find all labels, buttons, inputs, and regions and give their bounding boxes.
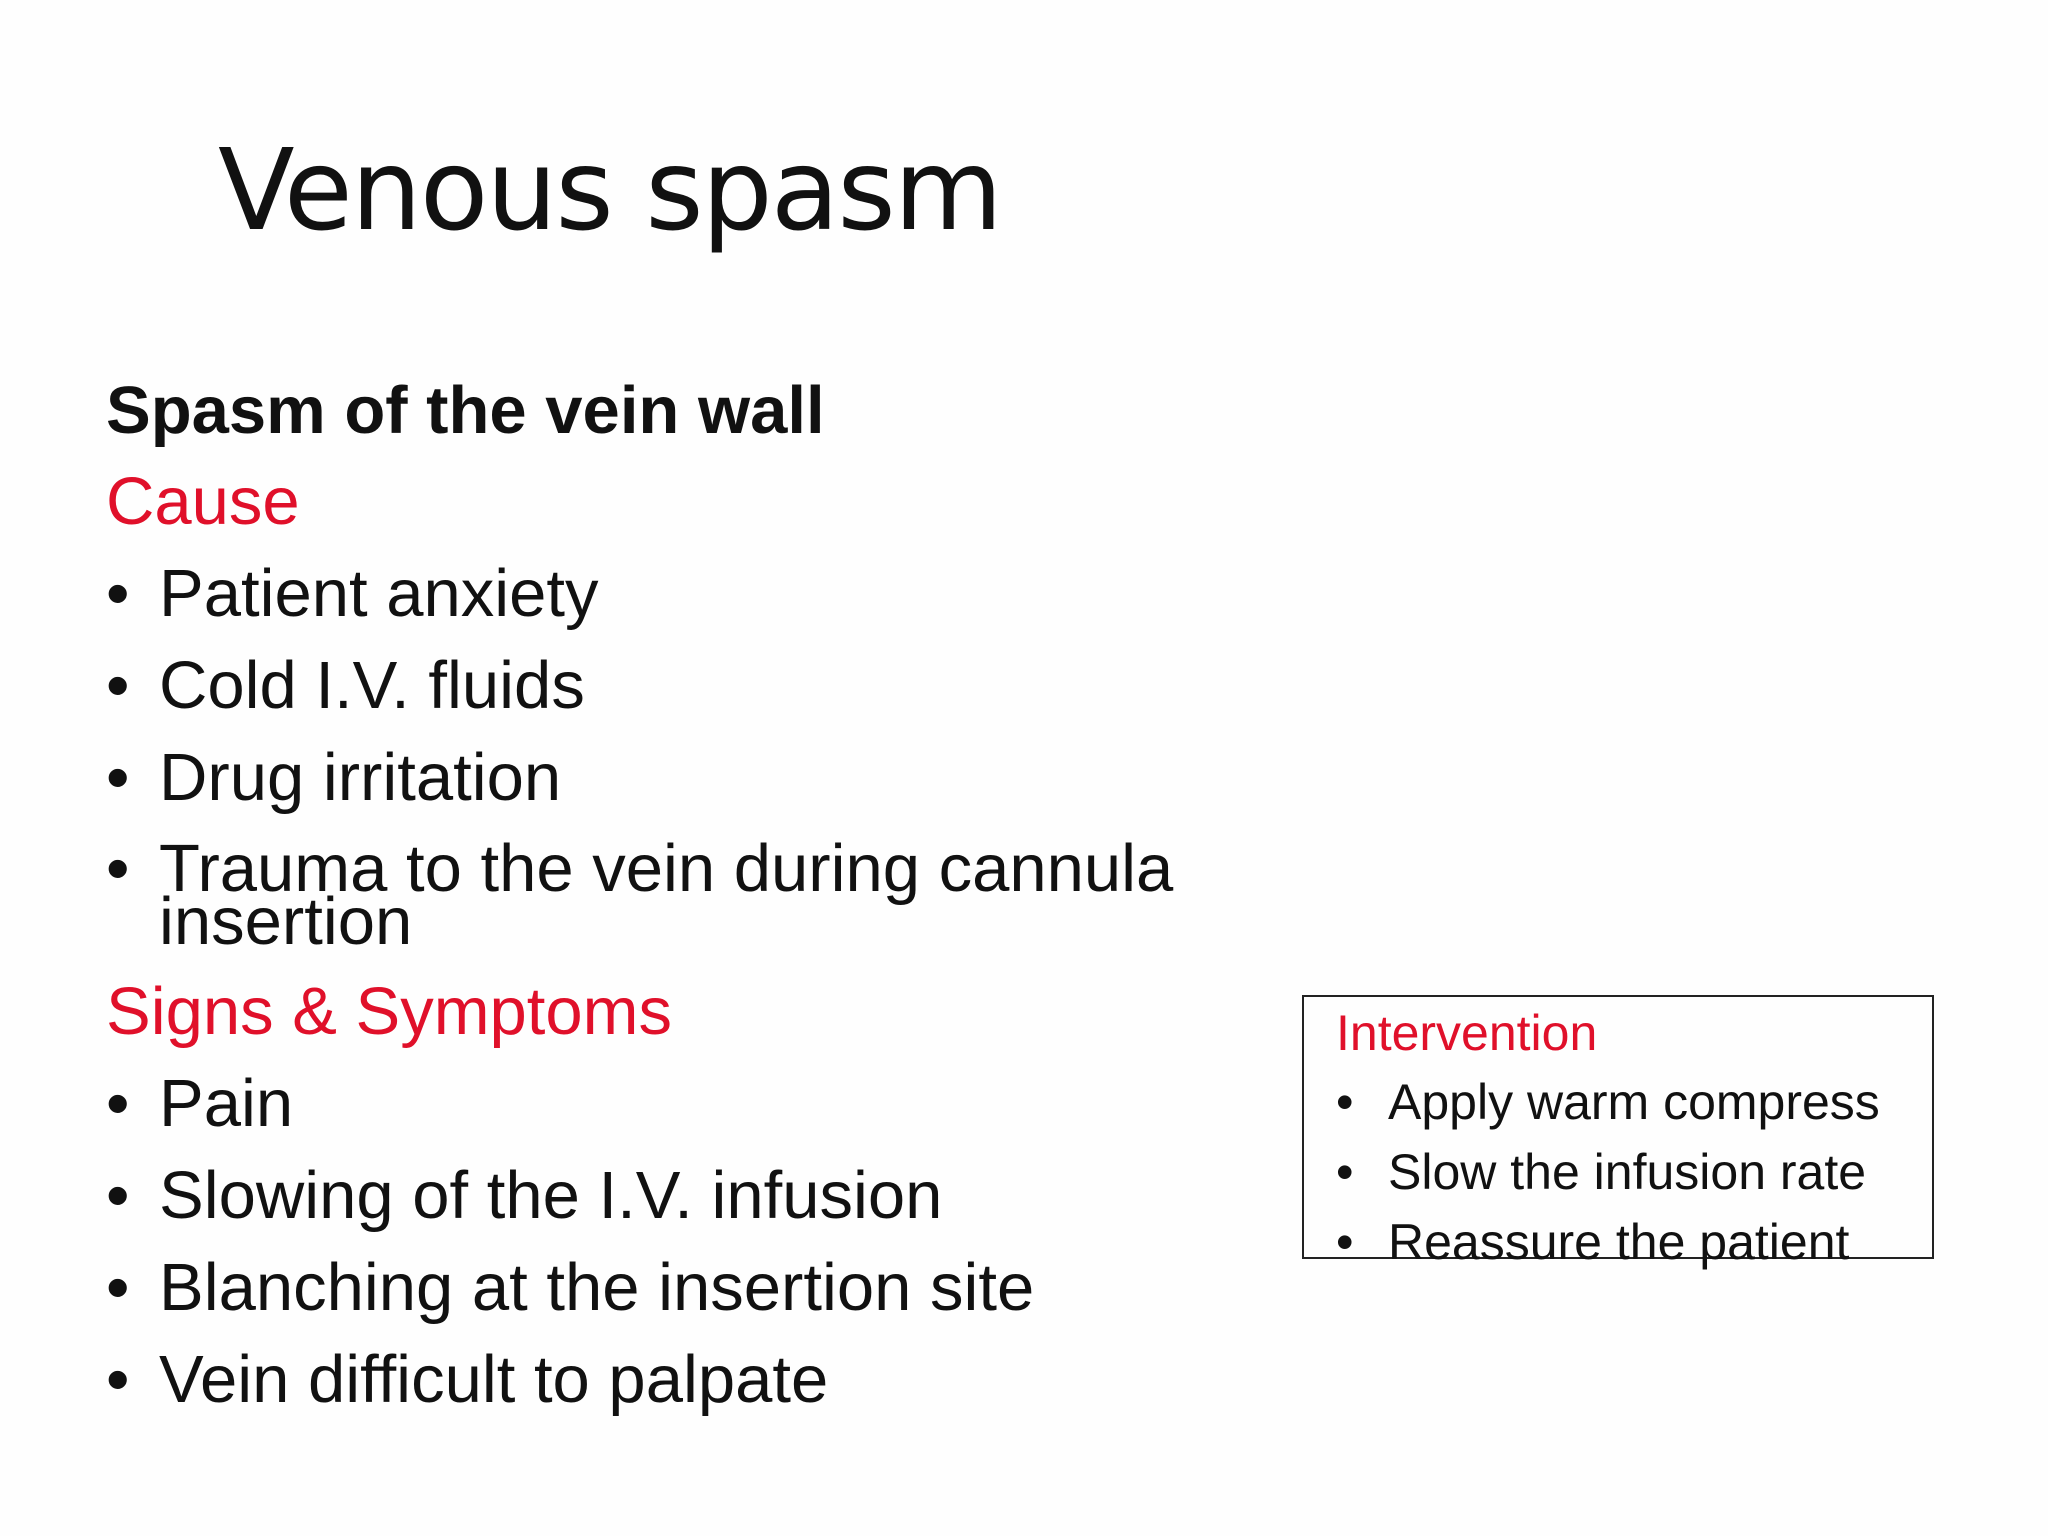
list-item (106, 824, 1309, 966)
intervention-heading: Intervention (1336, 1005, 1598, 1061)
list-item-text: Slowing of the I.V. infusion (159, 1158, 943, 1233)
list-item-text: Trauma to the vein during cannula insertion (159, 831, 1174, 959)
list-item (106, 1242, 1286, 1334)
slide-body (106, 366, 1286, 1426)
bullet-icon: • (106, 648, 130, 723)
list-item-text: Slow the infusion rate (1388, 1144, 1867, 1200)
list-item-text: Apply warm compress (1388, 1074, 1880, 1130)
cause-list (106, 548, 1286, 966)
bullet-icon: • (106, 740, 130, 815)
list-item (106, 1058, 1286, 1150)
list-item (1336, 1137, 1880, 1207)
cause-heading: Cause (106, 464, 300, 539)
bullet-icon: • (106, 831, 130, 906)
list-item-text: Cold I.V. fluids (159, 648, 585, 723)
intervention-list (1336, 1067, 1880, 1277)
bullet-icon: • (106, 1066, 130, 1141)
list-item (106, 548, 1286, 640)
list-item (106, 1150, 1286, 1242)
list-item (1336, 1207, 1880, 1277)
list-item-text: Vein difficult to palpate (159, 1342, 829, 1417)
bullet-icon: • (106, 1250, 130, 1325)
list-item-text: Blanching at the insertion site (159, 1250, 1035, 1325)
list-item-text: Reassure the patient (1388, 1214, 1850, 1270)
bullet-icon: • (1336, 1214, 1354, 1270)
list-item-text: Patient anxiety (159, 556, 599, 631)
signs-heading: Signs & Symptoms (106, 974, 672, 1049)
bullet-icon: • (1336, 1074, 1354, 1130)
list-item-text: Drug irritation (159, 740, 562, 815)
list-item (106, 1334, 1286, 1426)
list-item-text: Pain (159, 1066, 294, 1141)
list-item (106, 732, 1286, 824)
slide-title: Venous spasm (218, 126, 1001, 256)
list-item (106, 640, 1286, 732)
bullet-icon: • (106, 1342, 130, 1417)
list-item (1336, 1067, 1880, 1137)
bullet-icon: • (106, 556, 130, 631)
bullet-icon: • (1336, 1144, 1354, 1200)
signs-list (106, 1058, 1286, 1426)
subheading: Spasm of the vein wall (106, 373, 825, 448)
intervention-box (1302, 995, 1934, 1270)
bullet-icon: • (106, 1158, 130, 1233)
